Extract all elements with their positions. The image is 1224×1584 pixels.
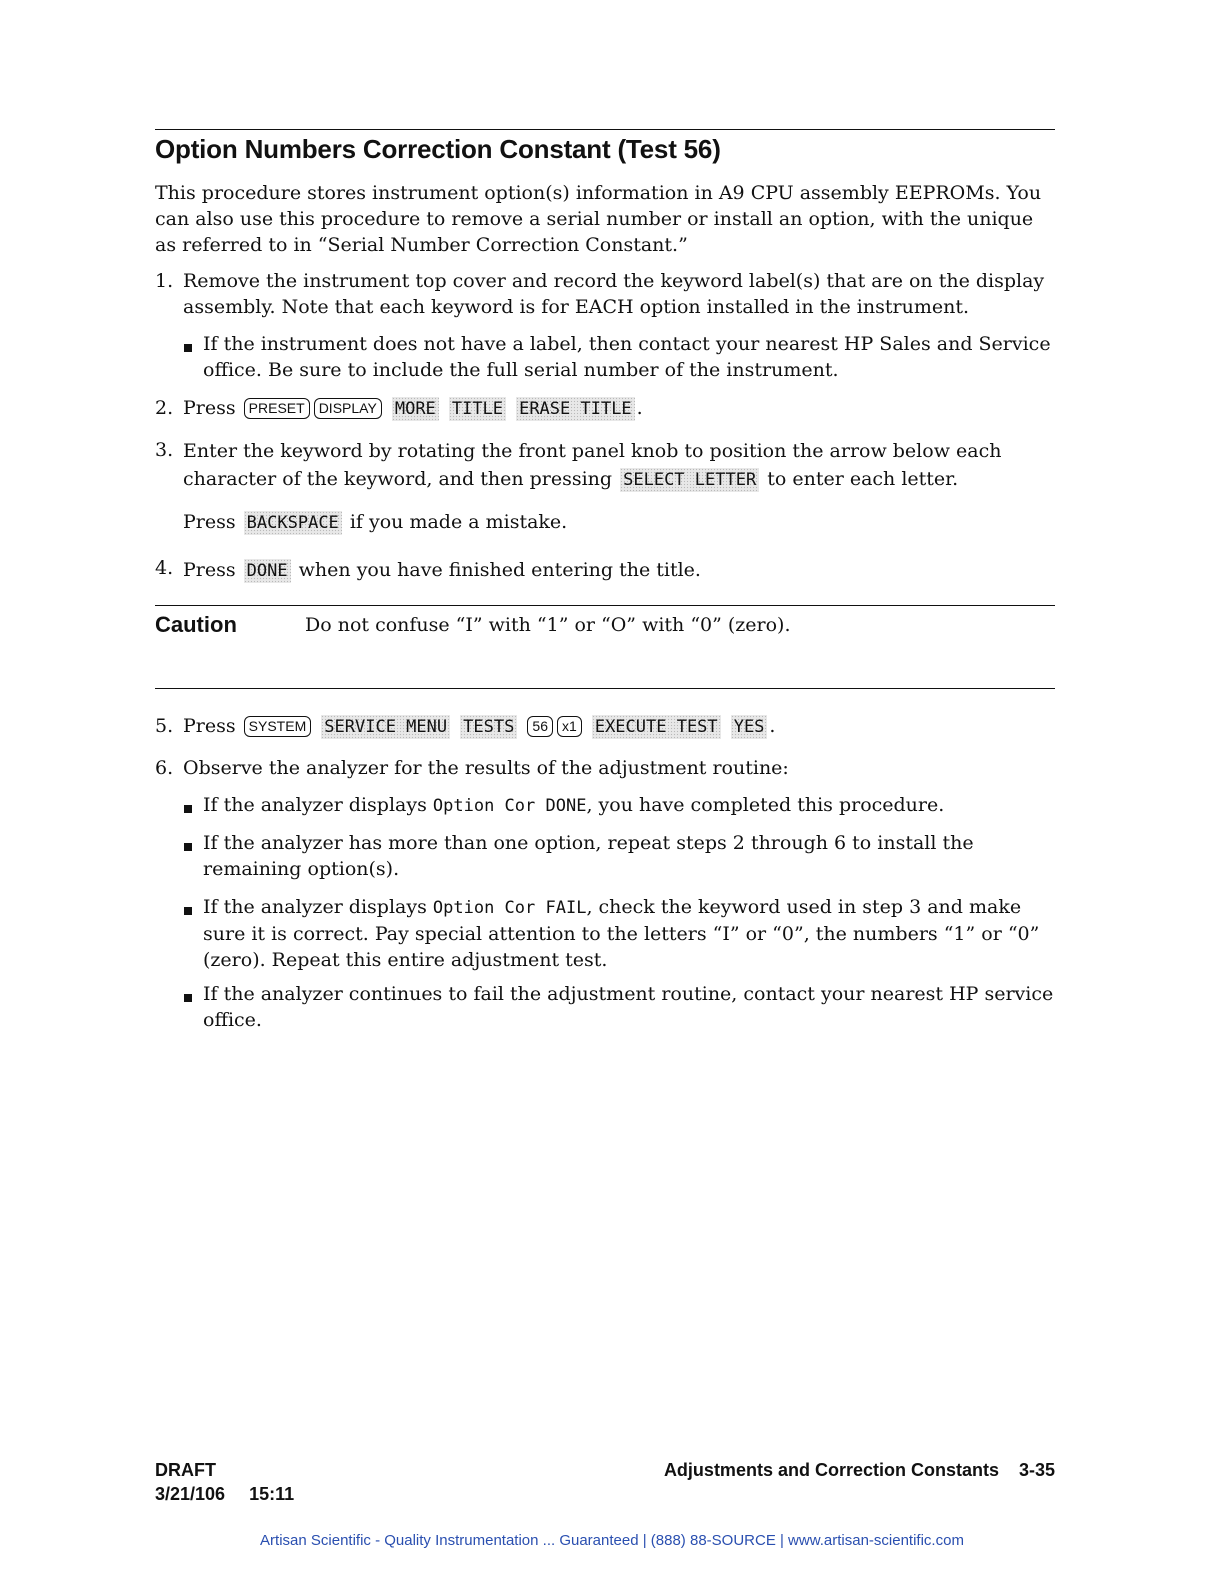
result-bullet-fail bbox=[203, 894, 1055, 973]
page-number: 3-35 bbox=[1018, 1460, 1055, 1480]
artisan-banner[interactable]: Artisan Scientific - Quality Instrumentation ... Guaranteed | (888) 88-SOURCE | www.artisan-scientific.com bbox=[260, 1532, 964, 1549]
key-x1[interactable]: x1 bbox=[557, 716, 582, 737]
bullet-pre: If the analyzer displays bbox=[203, 896, 427, 918]
step-3-pre: Enter the keyword by rotating the front panel knob to position the arrow below each character of the keyword, and then pressing bbox=[183, 440, 1002, 490]
caution-text: Do not confuse “I” with “1” or “O” with “0” (zero). bbox=[305, 614, 791, 636]
press-label: Press bbox=[183, 397, 236, 419]
bullet-pre: If the analyzer displays bbox=[203, 794, 427, 816]
step-5-number: 5. bbox=[155, 715, 174, 737]
bullet-marker bbox=[184, 994, 192, 1002]
backspace-post: if you made a mistake. bbox=[349, 511, 568, 533]
step-4-number: 4. bbox=[155, 557, 174, 579]
step-3-backspace-note bbox=[183, 509, 1055, 535]
bullet-marker bbox=[184, 843, 192, 851]
step-2-number: 2. bbox=[155, 397, 174, 419]
softkey-done[interactable]: DONE bbox=[244, 559, 291, 583]
footer-draft: DRAFT bbox=[155, 1460, 216, 1480]
step-3-text bbox=[183, 437, 1055, 493]
softkey-select-letter[interactable]: SELECT LETTER bbox=[620, 468, 759, 492]
step-3-post: to enter each letter. bbox=[767, 468, 959, 490]
footer-section-title: Adjustments and Correction Constants bbox=[663, 1460, 999, 1480]
softkey-title[interactable]: TITLE bbox=[449, 397, 506, 421]
press-label: Press bbox=[183, 715, 236, 737]
step-3-number: 3. bbox=[155, 439, 174, 461]
step-1-bullet-text: If the instrument does not have a label, then contact your nearest HP Sales and Service office. Be sure to include the full serial number of the instrument. bbox=[203, 333, 1051, 381]
step-1-text: Remove the instrument top cover and record the keyword label(s) that are on the display assembly. Note that each keyword is for EACH option installed in the instrument. bbox=[183, 270, 1045, 318]
footer-time-value: 15:11 bbox=[249, 1484, 295, 1504]
period: . bbox=[769, 715, 776, 737]
bullet-post: , check the keyword used in step 3 and make sure it is correct. Pay special attention to the letters “I” or “0”, the numbers “1” or “0” (zero). Repeat this entire adjustment test. bbox=[203, 896, 1040, 971]
display-message-fail: Option Cor FAIL bbox=[432, 898, 587, 918]
bullet-marker bbox=[184, 907, 192, 915]
top-rule bbox=[155, 129, 1055, 130]
step-6-text: Observe the analyzer for the results of the adjustment routine: bbox=[183, 757, 789, 779]
step-4-post: when you have finished entering the title. bbox=[298, 559, 701, 581]
bullet-marker bbox=[184, 344, 192, 352]
step-6-number: 6. bbox=[155, 757, 174, 779]
display-message-done: Option Cor DONE bbox=[432, 796, 587, 816]
preset-key[interactable]: PRESET bbox=[244, 398, 310, 419]
period: . bbox=[636, 397, 643, 419]
footer-section bbox=[664, 1460, 1055, 1481]
result-bullet-continues-fail: If the analyzer continues to fail the adjustment routine, contact your nearest HP service office. bbox=[203, 983, 1054, 1031]
key-56[interactable]: 56 bbox=[527, 716, 553, 737]
softkey-service-menu[interactable]: SERVICE MENU bbox=[321, 715, 450, 739]
system-key[interactable]: SYSTEM bbox=[244, 716, 312, 737]
intro-paragraph: This procedure stores instrument option(s) information in A9 CPU assembly EEPROMs. You can also use this procedure to remove a serial number or install an option, with the unique as referred to in “Serial Number Correction Constant.” bbox=[155, 182, 1042, 256]
result-bullet-done bbox=[203, 792, 1055, 819]
display-key[interactable]: DISPLAY bbox=[314, 398, 382, 419]
footer-date-value: 3/21/106 bbox=[155, 1484, 226, 1504]
softkey-yes[interactable]: YES bbox=[731, 715, 768, 739]
caution-bottom-rule bbox=[155, 688, 1055, 689]
softkey-erase-title[interactable]: ERASE TITLE bbox=[516, 397, 635, 421]
step-1-number: 1. bbox=[155, 270, 174, 292]
softkey-tests[interactable]: TESTS bbox=[460, 715, 517, 739]
press-label: Press bbox=[183, 511, 236, 533]
softkey-backspace[interactable]: BACKSPACE bbox=[244, 511, 342, 535]
caution-label: Caution bbox=[155, 612, 237, 637]
footer-date bbox=[155, 1484, 294, 1505]
press-label: Press bbox=[183, 559, 236, 581]
step-4-text bbox=[183, 557, 1055, 583]
page-title: Option Numbers Correction Constant (Test 56) bbox=[155, 134, 721, 164]
bullet-marker bbox=[184, 805, 192, 813]
softkey-more[interactable]: MORE bbox=[392, 397, 439, 421]
step-5-text bbox=[183, 713, 1055, 739]
result-bullet-multi-option: If the analyzer has more than one option, repeat steps 2 through 6 to install the remaining option(s). bbox=[203, 832, 974, 880]
step-2-text bbox=[183, 395, 1055, 421]
bullet-post: , you have completed this procedure. bbox=[586, 794, 945, 816]
caution-top-rule bbox=[155, 605, 1055, 606]
softkey-execute-test[interactable]: EXECUTE TEST bbox=[592, 715, 721, 739]
